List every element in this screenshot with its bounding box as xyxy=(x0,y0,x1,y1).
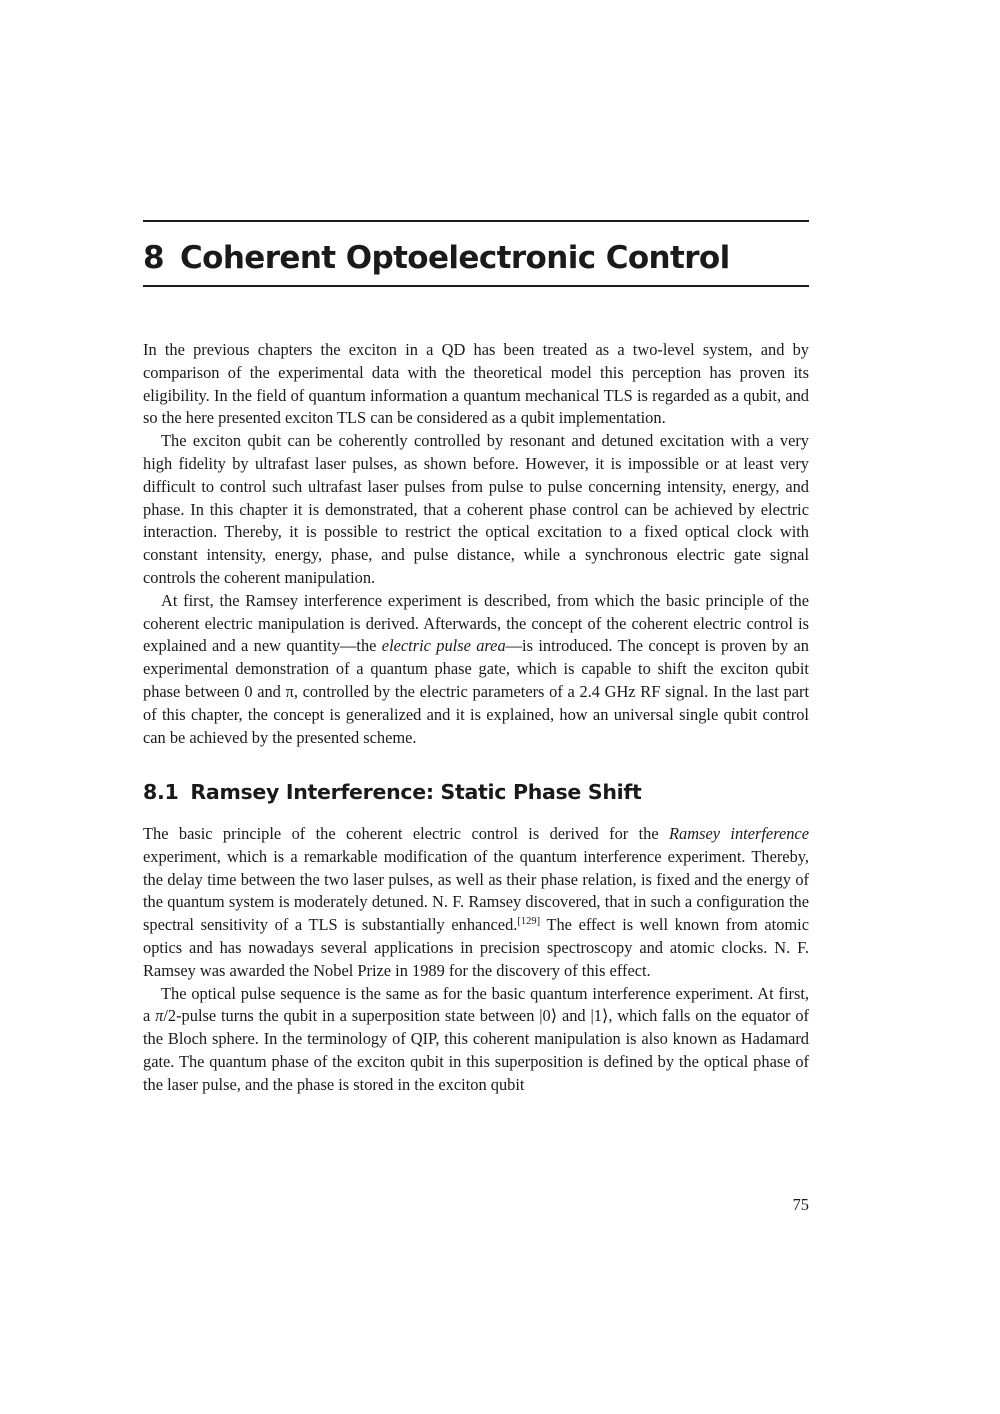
section-p2-text-a: The optical pulse sequence is the same as for the basic quantum interference experiment. At first, a xyxy=(143,983,809,1026)
chapter-title xyxy=(143,238,809,278)
section-p2-text-b: /2-pulse turns the qubit in a superposition state between |0⟩ and |1⟩, which falls on the equator of the Bloch sphere. In the terminology of QIP, this coherent manipulation is also known as Hadamard gate. The quantum phase of the exciton qubit in this superposition is defined by the optical phase of the laser pulse, and the phase is stored in the exciton qubit xyxy=(143,1006,810,1094)
intro-p3-text-b: —is introduced. The concept is proven by an experimental demonstration of a quantum phase gate, which is capable to shift the exciton qubit phase between 0 and π, controlled by the electric parameters of a 2.4 GHz RF signal. In the last part of this chapter, the concept is generalized and it is explained, how an universal single qubit control can be achieved by the presented scheme. xyxy=(143,636,809,747)
section-paragraph-2 xyxy=(143,983,809,1097)
page-number: 75 xyxy=(792,1195,809,1214)
chapter-number: 8 xyxy=(143,240,164,276)
section-p2-emphasis: π xyxy=(155,1006,164,1026)
citation-reference: [129] xyxy=(517,916,541,928)
chapter-title-text: Coherent Optoelectronic Control xyxy=(179,240,730,276)
section-title-text: Ramsey Interference: Static Phase Shift xyxy=(190,780,642,804)
intro-paragraph-3 xyxy=(143,590,809,750)
book-page xyxy=(143,0,809,1414)
chapter-top-rule xyxy=(143,220,809,222)
intro-paragraph-1: In the previous chapters the exciton in a QD has been treated as a two-level system, and by comparison of the experimental data with the theoretical model this perception has proven its eligibility. In the field of quantum information a quantum mechanical TLS is regarded as a qubit, and so the here presented exciton TLS can be considered as a qubit implementation. xyxy=(143,340,809,428)
section-p1-emphasis: Ramsey interference xyxy=(669,824,809,843)
intro-p3-text-a: At first, the Ramsey interference experiment is described, from which the basic principle of the coherent electric manipulation is derived. Afterwards, the concept of the coherent electric control is explained and a new quantity—the xyxy=(143,590,809,656)
chapter-bottom-rule xyxy=(143,285,809,287)
intro-p3-emphasis: electric pulse area xyxy=(381,636,506,656)
section-number: 8.1 xyxy=(143,780,179,804)
chapter-intro xyxy=(143,339,809,749)
section-p1-text-b: experiment, which is a remarkable modification of the quantum interference experiment. Thereby, the delay time between the two laser pulses, as well as their phase relation, is fixed and the energy of the quantum system is moderately detuned. N. F. Ramsey discovered, that in such a configuration the spectral sensitivity of a TLS is substantially enhanced. xyxy=(143,846,809,935)
section-body xyxy=(143,823,809,1097)
section-heading xyxy=(143,777,641,807)
section-p1-text-a: The basic principle of the coherent electric control is derived for the xyxy=(143,824,670,843)
intro-paragraph-2: The exciton qubit can be coherently controlled by resonant and detuned excitation with a very high fidelity by ultrafast laser pulses, as shown before. However, it is impossible or at least very difficult to control such ultrafast laser pulses from pulse to pulse concerning intensity, energy, and phase. In this chapter it is demonstrated, that a coherent phase control can be achieved by electric interaction. Thereby, it is possible to restrict the optical excitation to a fixed optical clock with constant intensity, energy, phase, and pulse distance, while a synchronous electric gate signal controls the coherent manipulation. xyxy=(143,431,809,587)
section-paragraph-1 xyxy=(143,823,809,983)
section-p1-text-c: The effect is well known from atomic optics and has nowadays several applications in precision spectroscopy and atomic clocks. N. F. Ramsey was awarded the Nobel Prize in 1989 for the discovery of this effect. xyxy=(143,915,809,980)
